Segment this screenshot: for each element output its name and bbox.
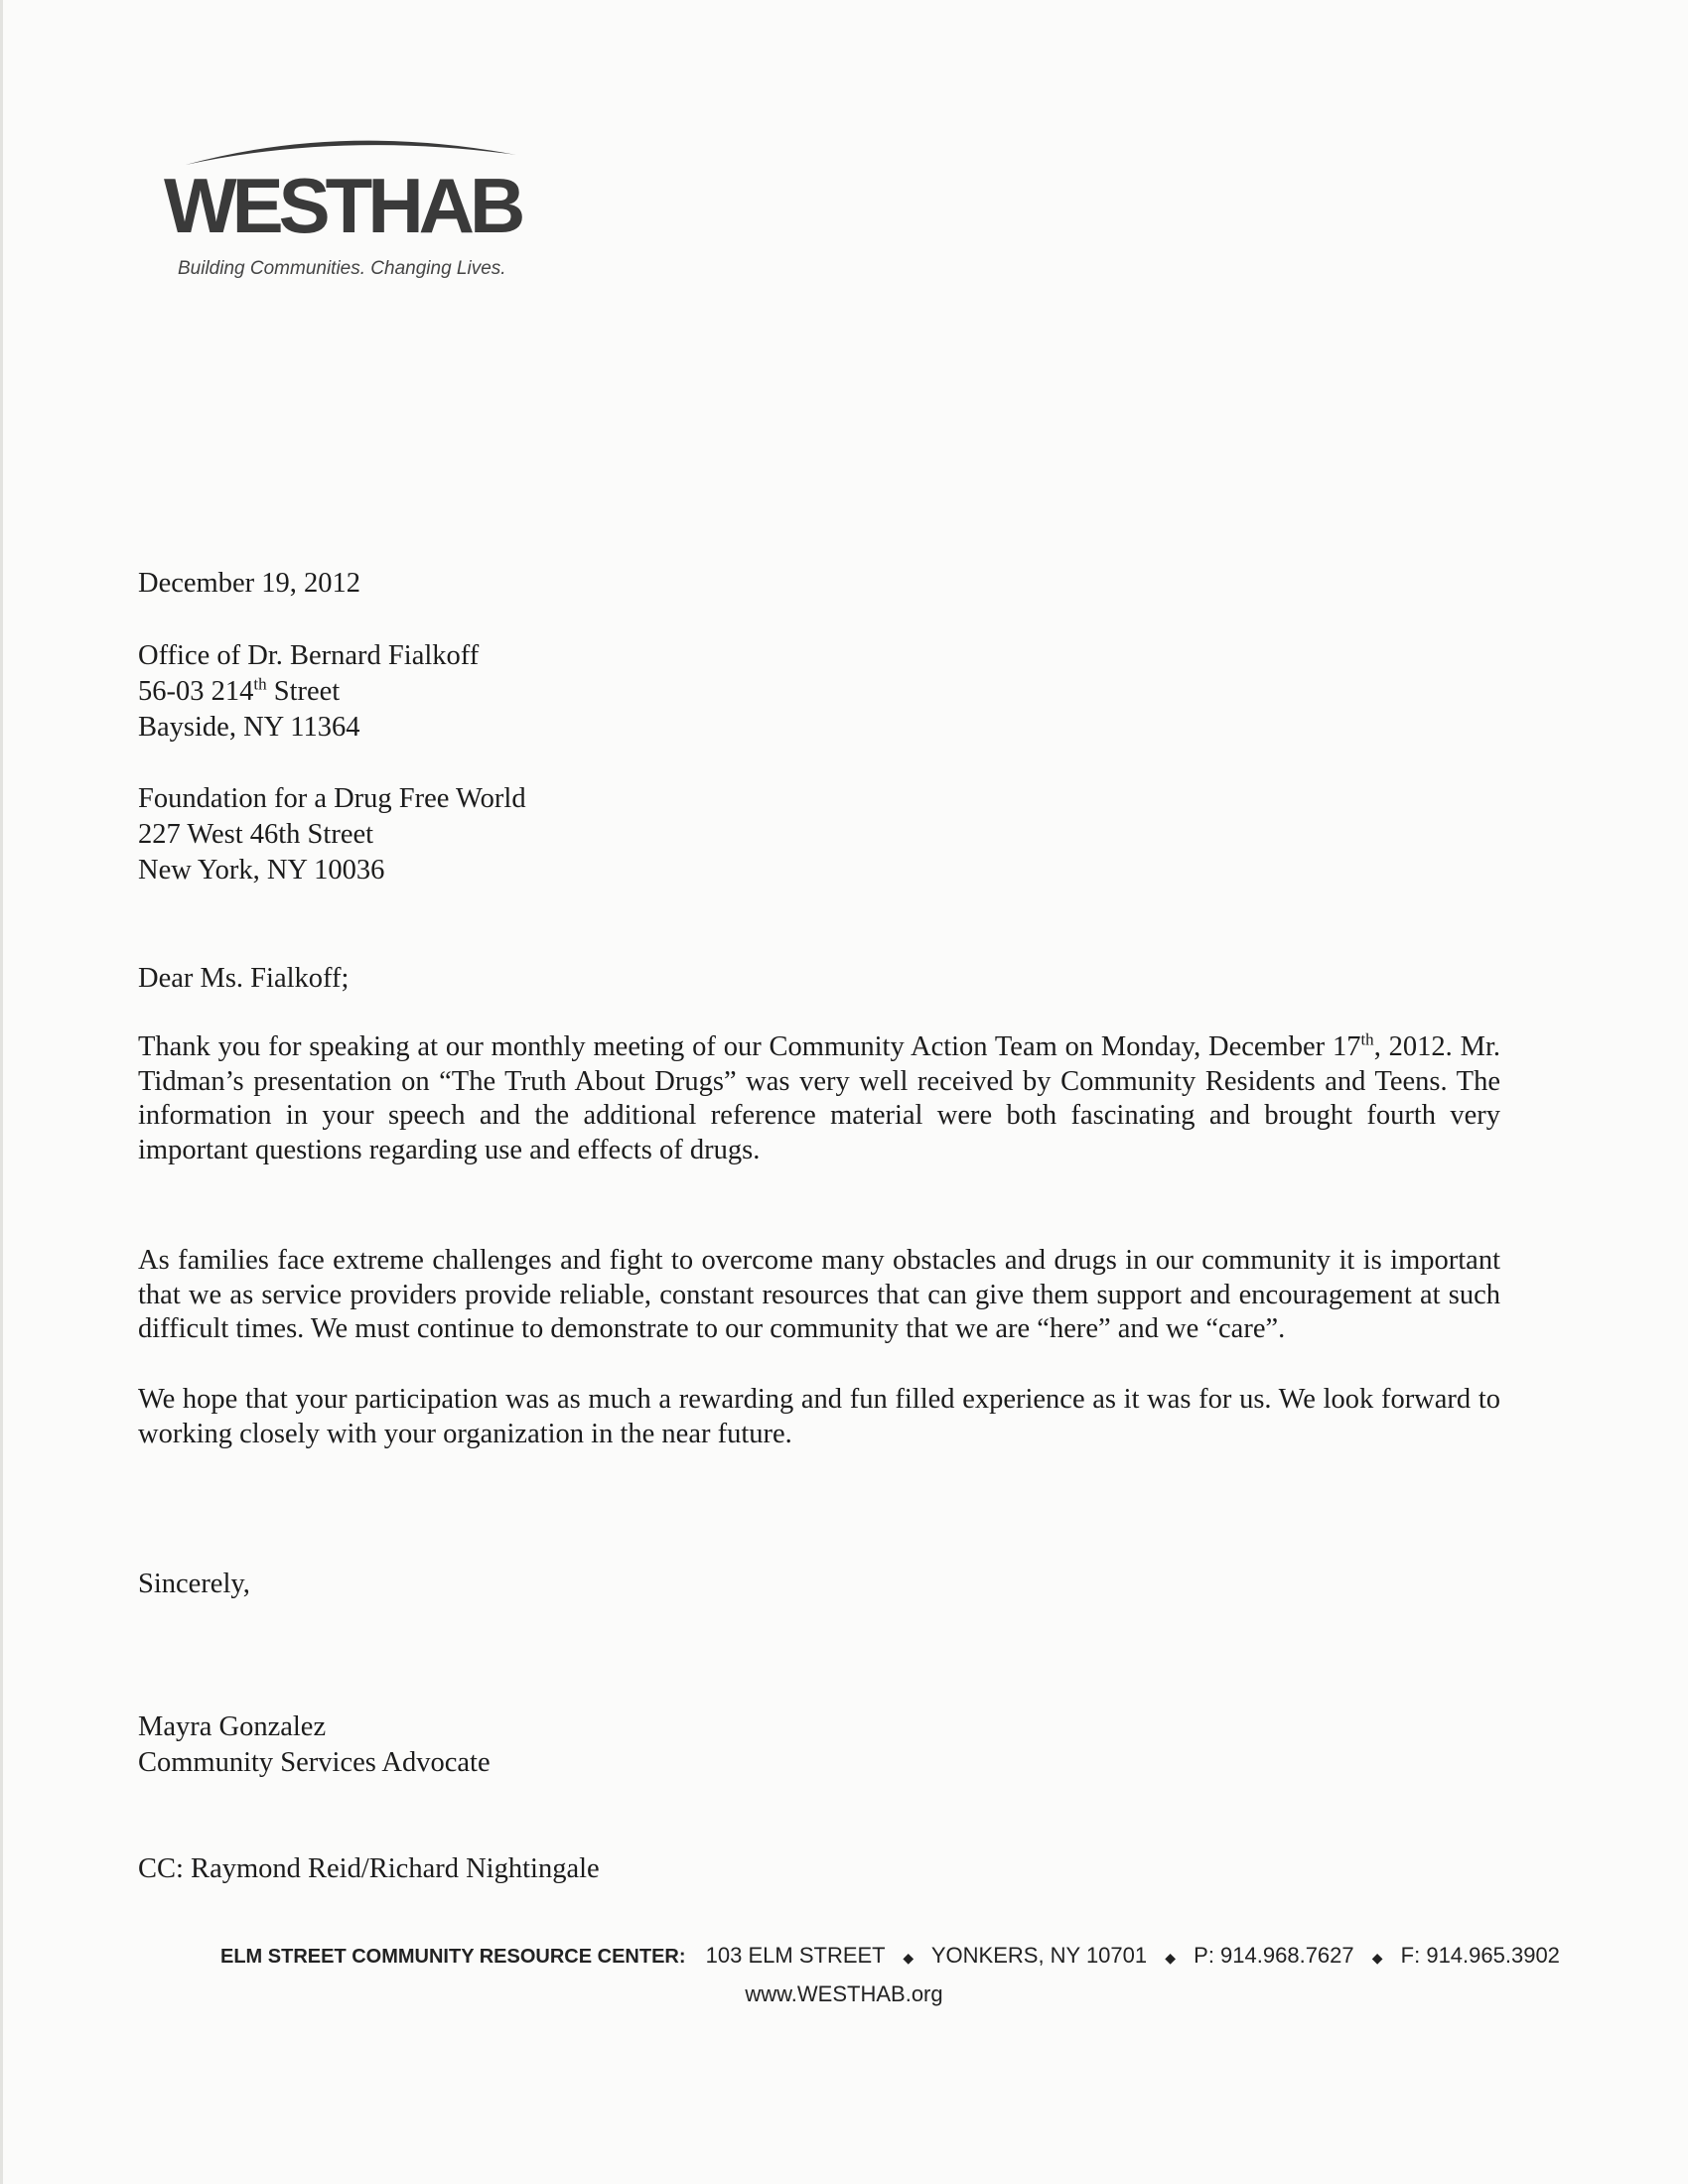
recipient-2-line-1: Foundation for a Drug Free World xyxy=(138,783,526,814)
westhab-logo xyxy=(164,127,541,286)
recipient-address-2 xyxy=(138,781,526,888)
recipient-1-line-1: Office of Dr. Bernard Fialkoff xyxy=(138,640,480,671)
diamond-separator-icon: ◆ xyxy=(1165,1950,1177,1966)
diamond-separator-icon: ◆ xyxy=(1371,1950,1383,1966)
signer-name: Mayra Gonzalez xyxy=(138,1711,327,1742)
closing: Sincerely, xyxy=(138,1569,250,1599)
logo-tagline: Building Communities. Changing Lives. xyxy=(178,258,506,279)
recipient-1-line-2: 56-03 214th Street xyxy=(138,674,341,707)
signature-block xyxy=(138,1709,491,1781)
recipient-address-1 xyxy=(138,638,479,746)
footer-street: 103 ELM STREET xyxy=(705,1943,886,1968)
footer-city: YONKERS, NY 10701 xyxy=(930,1943,1148,1968)
recipient-2-line-3: New York, NY 10036 xyxy=(138,855,385,886)
logo-wordmark: WESTHAB xyxy=(164,162,521,249)
diamond-separator-icon: ◆ xyxy=(903,1950,914,1966)
footer-address xyxy=(220,1943,1560,1969)
recipient-2-line-2: 227 West 46th Street xyxy=(138,819,374,850)
page-edge xyxy=(0,0,3,2184)
letter-date: December 19, 2012 xyxy=(138,568,360,599)
footer-phone: P: 914.968.7627 xyxy=(1194,1943,1354,1968)
cc-line: CC: Raymond Reid/Richard Nightingale xyxy=(138,1853,600,1884)
recipient-1-line-3: Bayside, NY 11364 xyxy=(138,712,360,743)
footer-label: ELM STREET COMMUNITY RESOURCE CENTER: xyxy=(220,1946,686,1968)
salutation: Dear Ms. Fialkoff; xyxy=(138,963,350,994)
footer-fax: F: 914.965.3902 xyxy=(1400,1943,1560,1968)
body-paragraph-3: We hope that your participation was as much a rewarding and fun filled experience as it was for us. We look forward to working closely with your organization in the near future. xyxy=(138,1384,1500,1449)
footer-website: www.WESTHAB.org xyxy=(745,1981,943,2006)
body-paragraph-1: Thank you for speaking at our monthly meeting of our Community Action Team on Monday, December 17th, 2012. Mr. Tidman’s presentation on “The Truth About Drugs” was very well received by Community Residents and Teens. The information in your speech and the additional reference material were both fascinating and brought fourth very important questions regarding use and effects of drugs. xyxy=(138,1029,1500,1165)
signer-title: Community Services Advocate xyxy=(138,1747,491,1778)
body-paragraph-2: As families face extreme challenges and fight to overcome many obstacles and drugs in our community it is important that we as service providers provide reliable, constant resources that can give them support and encouragement at such difficult times. We must continue to demonstrate to our community that we are “here” and we “care”. xyxy=(138,1245,1500,1344)
